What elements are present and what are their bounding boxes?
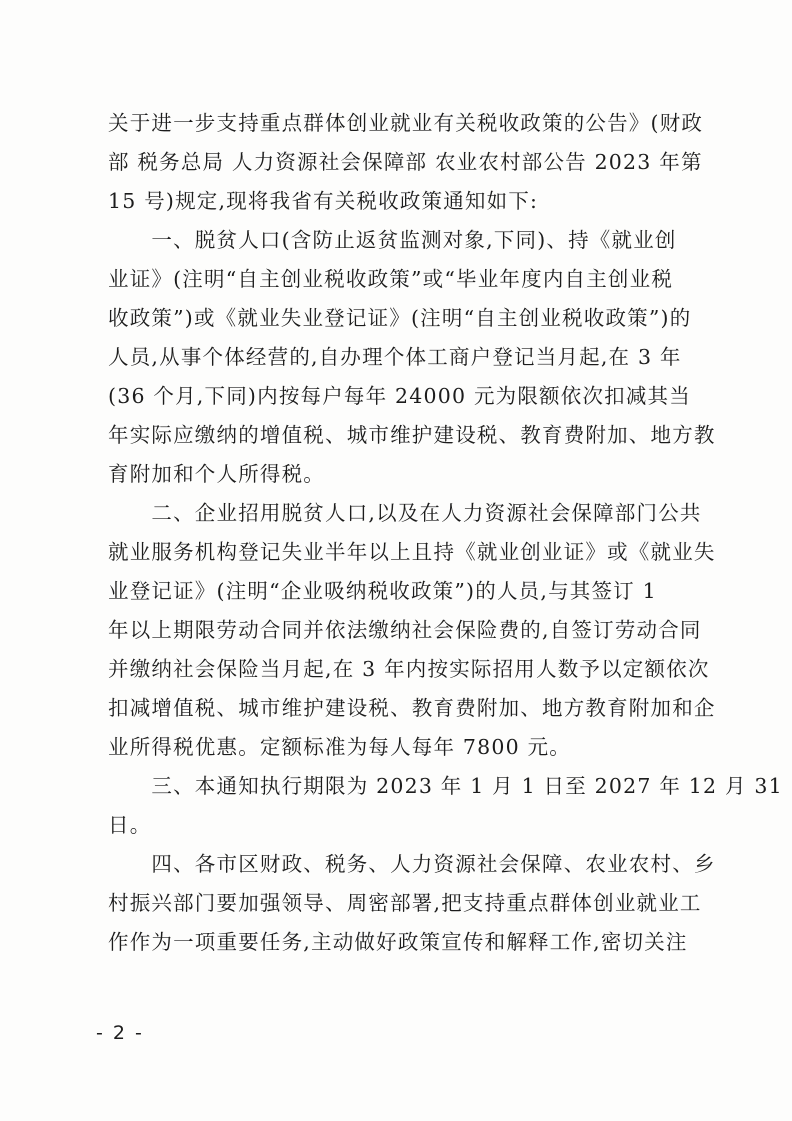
text-line: 部 税务总局 人力资源社会保障部 农业农村部公告 2023 年第 bbox=[108, 150, 703, 174]
text-line: 二、企业招用脱贫人口,以及在人力资源社会保障部门公共 bbox=[108, 501, 702, 525]
text-line: 关于进一步支持重点群体创业就业有关税收政策的公告》(财政 bbox=[108, 111, 704, 135]
body-text bbox=[108, 104, 783, 962]
text-line: 作作为一项重要任务,主动做好政策宣传和解释工作,密切关注 bbox=[108, 930, 688, 954]
text-line: 一、脱贫人口(含防止返贫监测对象,下同)、持《就业创 bbox=[108, 228, 677, 252]
text-line: 就业服务机构登记失业半年以上且持《就业创业证》或《就业失 bbox=[108, 540, 716, 564]
text-line: 年以上期限劳动合同并依法缴纳社会保险费的,自签订劳动合同 bbox=[108, 618, 702, 642]
text-line: 业证》(注明“自主创业税收政策”或“毕业年度内自主创业税 bbox=[108, 267, 674, 291]
text-line: 15 号)规定,现将我省有关税收政策通知如下: bbox=[108, 189, 539, 213]
text-line: 业所得税优惠。定额标准为每人每年 7800 元。 bbox=[108, 735, 572, 759]
text-line: 四、各市区财政、税务、人力资源社会保障、农业农村、乡 bbox=[108, 852, 716, 876]
text-line: 并缴纳社会保险当月起,在 3 年内按实际招用人数予以定额依次 bbox=[108, 657, 710, 681]
text-line: 育附加和个人所得税。 bbox=[108, 462, 325, 486]
text-line: 扣减增值税、城市维护建设税、教育费附加、地方教育附加和企 bbox=[108, 696, 716, 720]
text-line: 人员,从事个体经营的,自办理个体工商户登记当月起,在 3 年 bbox=[108, 345, 682, 369]
text-line: 日。 bbox=[108, 813, 152, 837]
text-line: 收政策”)或《就业失业登记证》(注明“自主创业税收政策”)的 bbox=[108, 306, 692, 330]
text-line: (36 个月,下同)内按每户每年 24000 元为限额依次扣减其当 bbox=[108, 384, 691, 408]
text-line: 年实际应缴纳的增值税、城市维护建设税、教育费附加、地方教 bbox=[108, 423, 716, 447]
text-line: 村振兴部门要加强领导、周密部署,把支持重点群体创业就业工 bbox=[108, 891, 702, 915]
text-line: 业登记证》(注明“企业吸纳税收政策”)的人员,与其签订 1 bbox=[108, 579, 657, 603]
text-line: 三、本通知执行期限为 2023 年 1 月 1 日至 2027 年 12 月 31 bbox=[108, 774, 783, 798]
page-number: - 2 - bbox=[96, 1022, 144, 1044]
